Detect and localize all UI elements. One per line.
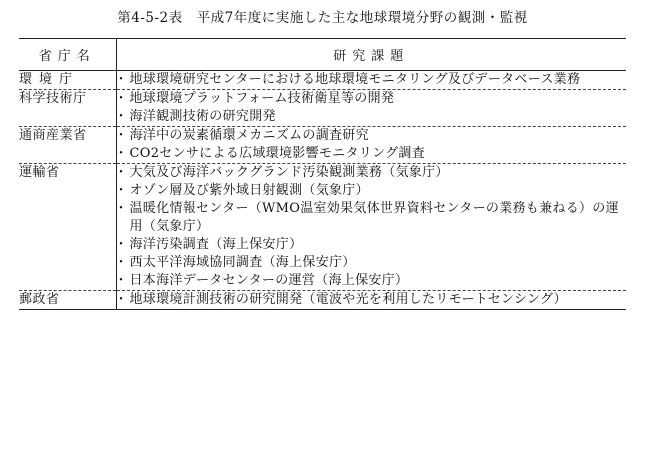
table-row (19, 164, 626, 291)
list-item: ・ オゾン層及び紫外域日射観測（気象庁） (117, 182, 627, 200)
subject-list (117, 164, 627, 290)
ministry-cell: 科学技術庁 (19, 90, 116, 127)
list-item: ・ 日本海洋データセンターの運営（海上保安庁） (117, 272, 627, 290)
subject-list (117, 127, 627, 163)
ministry-cell: 通商産業省 (19, 127, 116, 164)
list-item: ・ CO2センサによる広域環境影響モニタリング調査 (117, 145, 627, 163)
subject-list (117, 291, 627, 309)
ministry-cell: 環境庁 (19, 71, 116, 90)
ministry-cell: 運輸省 (19, 164, 116, 291)
table-row (19, 71, 626, 90)
observation-table (19, 38, 626, 310)
subject-cell (116, 291, 626, 310)
header-subject: 研究課題 (116, 39, 626, 71)
table-row (19, 90, 626, 127)
table-caption: 第4-5-2表 平成7年度に実施した主な地球環境分野の観測・監視 (117, 10, 528, 26)
subject-cell (116, 90, 626, 127)
ministry-cell: 郵政省 (19, 292, 60, 307)
list-item: ・ 温暖化情報センター（WMO温室効果気体世界資料センターの業務も兼ねる）の運用（気象庁） (117, 200, 627, 236)
list-item: ・ 地球環境プラットフォーム技術衛星等の開発 (117, 90, 627, 108)
list-item: ・ 地球環境計測技術の研究開発（電波や光を利用したリモートセンシング） (117, 291, 627, 309)
subject-cell (116, 127, 626, 164)
subject-list (117, 71, 627, 89)
list-item: ・ 海洋汚染調査（海上保安庁） (117, 236, 627, 254)
list-item: ・ 西太平洋海域協同調査（海上保安庁） (117, 254, 627, 272)
subject-cell (116, 71, 626, 90)
list-item: ・ 地球環境研究センターにおける地球環境モニタリング及びデータベース業務 (117, 71, 627, 89)
list-item: ・ 海洋観測技術の研究開発 (117, 108, 627, 126)
list-item: ・ 海洋中の炭素循環メカニズムの調査研究 (117, 127, 627, 145)
header-ministry: 省庁名 (19, 39, 116, 71)
table-row (19, 291, 626, 310)
header-row (19, 39, 626, 71)
subject-list (117, 90, 627, 126)
table-row (19, 127, 626, 164)
list-item: ・ 大気及び海洋バックグランド汚染観測業務（気象庁） (117, 164, 627, 182)
subject-cell (116, 164, 626, 291)
